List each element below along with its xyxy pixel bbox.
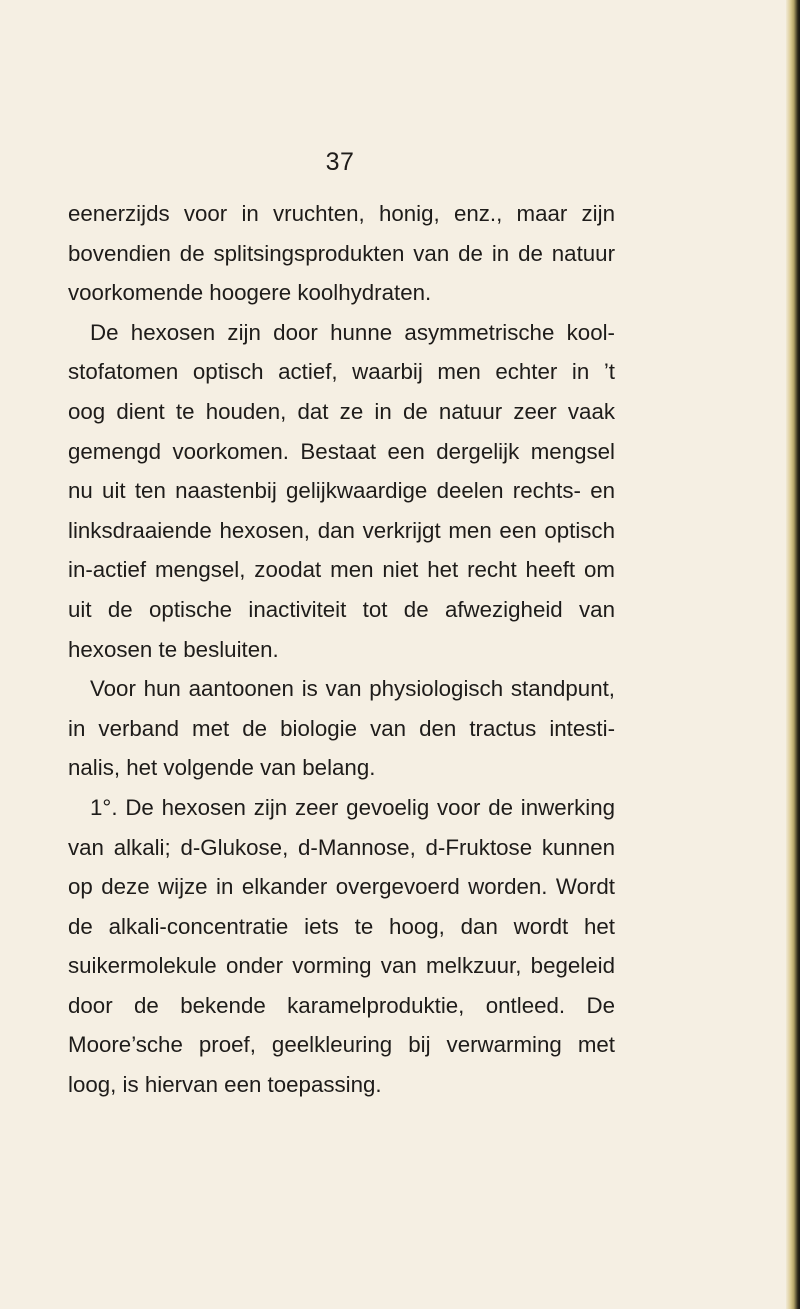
text-line: in-actief mengsel, zoodat men niet het recht heeft om — [68, 557, 615, 583]
text-line: 1°. De hexosen zijn zeer gevoelig voor de inwerking — [90, 794, 615, 820]
text-line: stofatomen optisch actief, waarbij men echter in ’t — [68, 359, 615, 385]
text-line: nu uit ten naastenbij gelijkwaardige deelen rechts- en — [68, 478, 615, 504]
text-line: loog, is hiervan een toepassing. — [68, 1072, 382, 1098]
body-text — [68, 194, 615, 1105]
text-line: eenerzijds voor in vruchten, honig, enz., maar zijn — [68, 201, 615, 226]
text-line: in verband met de biologie van den tractus intesti- — [68, 715, 615, 741]
text-line: nalis, het volgende van belang. — [68, 755, 376, 781]
text-line: gemengd voorkomen. Bestaat een dergelijk mengsel — [68, 438, 615, 464]
text-line: de alkali-concentratie iets te hoog, dan wordt het — [68, 913, 615, 939]
text-line: Voor hun aantoonen is van physiologisch standpunt, — [90, 676, 615, 702]
text-line: suikermolekule onder vorming van melkzuur, begeleid — [68, 953, 615, 979]
text-line: oog dient te houden, dat ze in de natuur zeer vaak — [68, 398, 615, 424]
text-line: door de bekende karamelproduktie, ontleed. De — [68, 992, 615, 1018]
text-line: Moore’sche proef, geelkleuring bij verwarming met — [68, 1032, 615, 1058]
text-line: hexosen te besluiten. — [68, 636, 279, 662]
text-line: uit de optische inactiviteit tot de afwezigheid van — [68, 596, 615, 622]
page-edge-shadow — [786, 0, 800, 1309]
text-line: linksdraaiende hexosen, dan verkrijgt men een optisch — [68, 517, 615, 543]
text-line: bovendien de splitsingsprodukten van de in de natuur — [68, 240, 615, 266]
text-line: op deze wijze in elkander overgevoerd worden. Wordt — [68, 874, 615, 900]
text-line: voorkomende hoogere koolhydraten. — [68, 280, 432, 306]
page-number: 37 — [325, 148, 355, 176]
text-line: van alkali; d-Glukose, d-Mannose, d-Fruktose kunnen — [68, 834, 615, 860]
text-line: De hexosen zijn door hunne asymmetrische kool- — [90, 319, 615, 345]
